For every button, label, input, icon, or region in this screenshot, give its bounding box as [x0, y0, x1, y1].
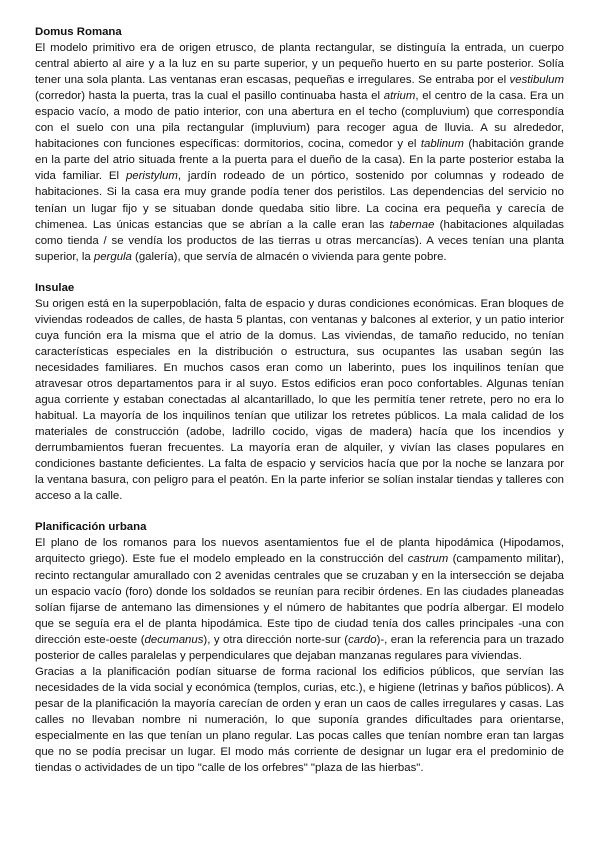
text-run: , el centro de la casa. Era un espacio vacío, a modo de patio interior, con una abertura en el techo (compluvium) que correspondía con el suelo con una pila rectangular (impluvium) para recoger agua de lluvia. A su alrededor, habitaciones con funciones específicas: dormitorios, cocina, comedor y el	[35, 90, 564, 151]
text-run: El plano de los romanos para los nuevos asentamientos fue el de planta hipodámica (Hipodamos, arquitecto griego). Este fue el modelo empleado en la construcción del	[35, 537, 564, 566]
section-paragraph	[35, 40, 564, 265]
italic-term: cardo	[348, 633, 377, 646]
text-run: (campamento militar), recinto rectangular amurallado con 2 avenidas centrales que se cruzaban y en la intersección se dejaba un espacio vacío (foro) donde los soldados se reunían para recibir órdenes. En las ciudades planeadas solían fijarse de antemano las dimensiones y el número de habitantes que podría albergar. El modelo que se seguía era el de planta hipodámica. Este tipo de ciudad tenía dos calles principales -una con dirección este-oeste (	[35, 553, 564, 646]
section-title: Insulae	[35, 281, 75, 294]
section-planificacion-urbana	[35, 519, 564, 776]
italic-term: decumanus	[144, 633, 204, 646]
section-title: Planificación urbana	[35, 521, 147, 534]
document-page	[35, 24, 564, 791]
section-title: Domus Romana	[35, 26, 122, 38]
italic-term: tablinum	[420, 138, 464, 151]
italic-term: pergula	[93, 250, 132, 263]
italic-term: atrium	[383, 90, 416, 103]
text-run: , jardín rodeado de un pórtico, sostenido por columnas y rodeado de habitaciones. Si la casa era muy grande podía tener dos peristilos. Las dependencias del servicio no tenían un lugar fijo y se situaban donde quedaba sitio libre. La cocina era pequeña y carecía de chimenea. Las únicas estancias que se abrían a la calle eran las	[35, 170, 564, 231]
italic-term: peristylum	[125, 170, 178, 183]
italic-term: castrum	[407, 553, 449, 566]
section-paragraph	[35, 535, 564, 663]
section-paragraph	[35, 296, 564, 505]
text-run: ), y otra dirección norte-sur (	[203, 633, 349, 646]
text-run: )-, eran la referencia para un trazado posterior de calles paralelas y perpendiculares que dejaban manzanas regulares para viviendas.	[35, 633, 564, 662]
section-paragraph	[35, 664, 564, 776]
section-domus-romana	[35, 24, 564, 265]
text-run: (galería), que servía de almacén o vivienda para gente pobre.	[131, 250, 447, 263]
section-insulae	[35, 280, 564, 505]
text-run: Su origen está en la superpoblación, falta de espacio y duras condiciones económicas. Eran bloques de viviendas rodeados de calles, de hasta 5 plantas, con ventanas y balcones al exterior, y un patio interior cuya función era la misma que el atrio de la domus. Las viviendas, de tamaño reducido, no tenían características especiales en la distribución o estructura, sus ocupantes las usaban según las necesidades familiares. En muchos casos eran como un laberinto, pues los inquilinos tenían que atravesar otros departamentos para ir al suyo. Estos edificios eran poco confortables. Algunas tenían agua corriente y estaban conectadas al alcantarillado, lo que les permitía tener retrete, pero no era lo habitual. La mayoría de los inquilinos tenían que utilizar los retretes públicos. La mala calidad de los materiales de construcción (adobe, ladrillo cocido, vigas de madera) hacía que los incendios y derrumbamientos fueran frecuentes. La mayoría eran de alquiler, y vivían las clases populares en condiciones bastante deficientes. La falta de espacio y servicios hacía que por la noche se lanzara por la ventana basura, con peligro para el peatón. En la parte inferior se solían instalar tiendas y talleres con acceso a la calle.	[35, 297, 564, 503]
text-run: Gracias a la planificación podían situarse de forma racional los edificios públicos, que servían las necesidades de la vida social y económica (templos, curias, etc.), e higiene (letrinas y baños públicos). A pesar de la planificación la mayoría carecían de orden y eran un caos de calles irregulares y casas. Las calles no llevaban nombre ni numeración, lo que suponía grandes dificultades para orientarse, especialmente en las que tenían un plano regular. Las pocas calles que tenían nombre eran tan largas que no se podía precisar un lugar. El modo más corriente de designar un lugar era el predominio de tiendas o actividades de un tipo "calle de los orfebres" "plaza de las hierbas".	[35, 665, 564, 775]
italic-term: vestibulum	[509, 74, 564, 87]
text-run: (corredor) hasta la puerta, tras la cual el pasillo continuaba hasta el	[35, 90, 384, 103]
italic-term: tabernae	[389, 218, 435, 231]
text-run: El modelo primitivo era de origen etrusco, de planta rectangular, se distinguía la entrada, un cuerpo central abierto al aire y a la luz en su parte superior, y un pequeño huerto en su parte posterior. Solía tener una sola planta. Las ventanas eran escasas, pequeñas e irregulares. Se entraba por el	[35, 42, 564, 87]
text-run: (habitación grande en la parte del atrio situada frente a la puerta para el dueño de la casa). En la parte posterior estaba la vida familiar. El	[35, 138, 564, 183]
text-run: (habitaciones alquiladas como tienda / se vendía los productos de las tierras u otras mercancías). A veces tenían una planta superior, la	[35, 218, 564, 263]
